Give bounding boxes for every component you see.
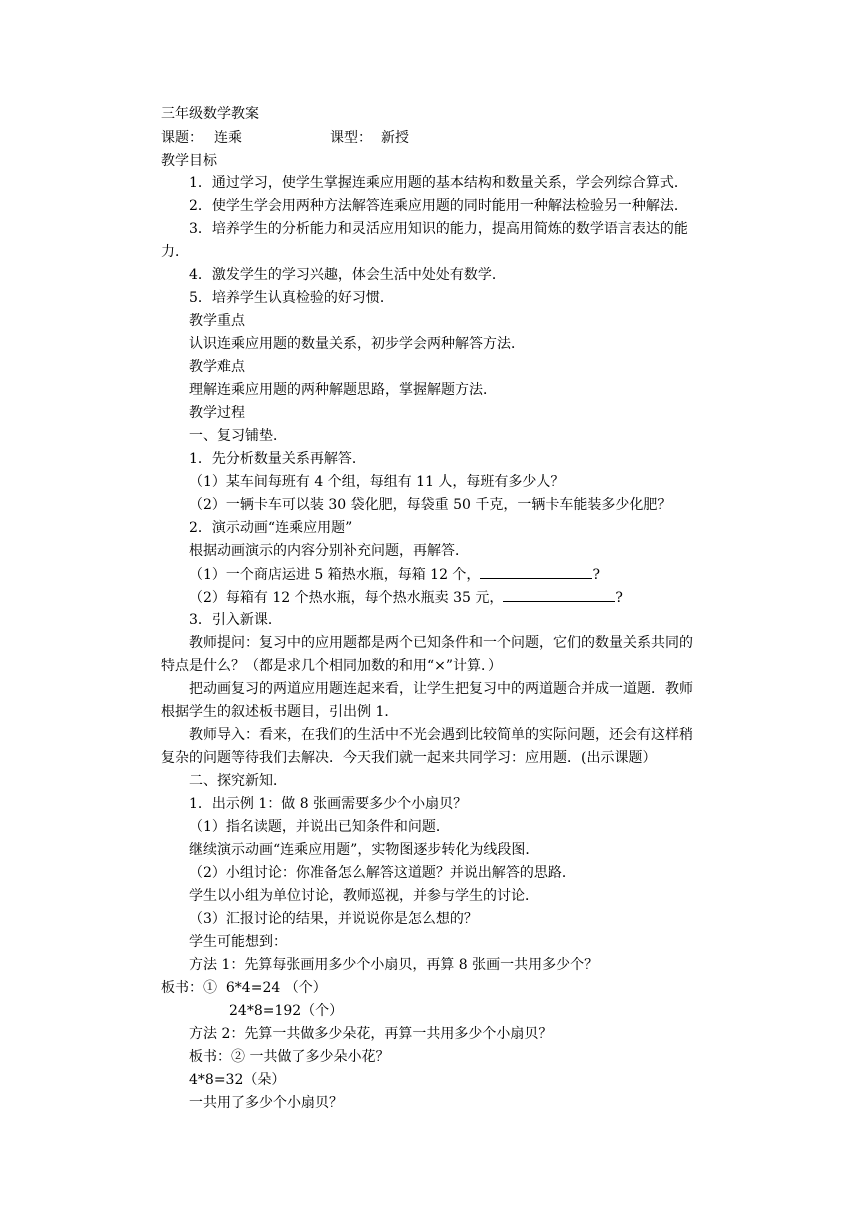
objective-item-continuation: 力． — [161, 244, 189, 260]
body-line: 一共用了多少个小扇贝？ — [189, 1095, 343, 1111]
fill-in-text: （2）每箱有 12 个热水瓶，每个热水瓶卖 35 元， — [189, 590, 504, 606]
fill-in-end: ? — [592, 567, 600, 583]
objectives-heading: 教学目标 — [161, 153, 217, 169]
topic-label: 课题： — [161, 130, 203, 146]
section-explore: 二、探究新知． — [189, 773, 287, 789]
body-line: 1．出示例 1：做 8 张画需要多少个小扇贝？ — [189, 796, 468, 812]
body-line: 方法 2：先算一共做多少朵花，再算一共用多少个小扇贝？ — [189, 1026, 553, 1042]
difficulty-heading: 教学难点 — [189, 359, 245, 375]
body-line: 特点是什么？（都是求几个相同加数的和用“×”计算．） — [161, 658, 503, 674]
body-line: 学生以小组为单位讨论，教师巡视，并参与学生的讨论． — [189, 888, 539, 904]
key-heading: 教学重点 — [189, 313, 245, 329]
fill-in-end: ? — [615, 590, 623, 606]
fill-in-question — [189, 564, 600, 585]
fill-in-text: （1）一个商店运进 5 箱热水瓶，每箱 12 个， — [189, 567, 481, 583]
board-writing: 4*8=32（朵） — [189, 1072, 286, 1088]
type-label: 课型： — [330, 130, 372, 146]
objective-item: 2．使学生学会用两种方法解答连乘应用题的同时能用一种解法检验另一种解法． — [189, 198, 688, 214]
body-line: 3．引入新课． — [189, 612, 282, 628]
board-writing: 24*8=192（个） — [229, 1003, 344, 1019]
type-value: 新授 — [381, 130, 409, 146]
body-line: 1．先分析数量关系再解答． — [189, 451, 366, 467]
body-line: 学生可能想到： — [189, 934, 287, 950]
key-text: 认识连乘应用题的数量关系，初步学会两种解答方法． — [189, 336, 525, 352]
topic-value: 连乘 — [214, 130, 242, 146]
body-line: （3）汇报讨论的结果，并说说你是怎么想的？ — [189, 911, 478, 927]
board-writing: 板书：① 6*4=24 （个） — [161, 980, 327, 996]
answer-blank — [503, 587, 615, 602]
body-line: 2．演示动画“连乘应用题” — [189, 520, 353, 536]
difficulty-text: 理解连乘应用题的两种解题思路，掌握解题方法． — [189, 382, 497, 398]
body-line: 根据动画演示的内容分别补充问题，再解答． — [189, 543, 469, 559]
body-line: （2）小组讨论：你准备怎么解答这道题？并说出解答的思路． — [189, 865, 576, 881]
body-line: 把动画复习的两道应用题连起来看，让学生把复习中的两道题合并成一道题．教师 — [189, 681, 693, 697]
body-line: 继续演示动画“连乘应用题”，实物图逐步转化为线段图． — [189, 842, 540, 858]
document-title: 三年级数学教案 — [161, 106, 259, 122]
body-line: 方法 1：先算每张画用多少个小扇贝，再算 8 张画一共用多少个？ — [189, 957, 599, 973]
body-line: （1）指名读题，并说出已知条件和问题． — [189, 819, 450, 835]
objective-item: 3．培养学生的分析能力和灵活应用知识的能力，提高用简炼的数学语言表达的能 — [189, 221, 688, 237]
fill-in-question — [189, 587, 623, 608]
answer-blank — [480, 564, 592, 579]
body-line: （2）一辆卡车可以装 30 袋化肥，每袋重 50 千克，一辆卡车能装多少化肥？ — [189, 497, 672, 513]
objective-item: 5．培养学生认真检验的好习惯． — [189, 290, 394, 306]
body-line: 复杂的问题等待我们去解决．今天我们就一起来共同学习：应用题．(出示课题） — [161, 750, 657, 766]
body-line: （1）某车间每班有 4 个组，每组有 11 人，每班有多少人？ — [189, 474, 565, 490]
body-line: 教师提问：复习中的应用题都是两个已知条件和一个问题，它们的数量关系共同的 — [189, 635, 693, 651]
section-review: 一、复习铺垫． — [189, 428, 287, 444]
objective-item: 4．激发学生的学习兴趣，体会生活中处处有数学． — [189, 267, 506, 283]
objective-item: 1．通过学习，使学生掌握连乘应用题的基本结构和数量关系，学会列综合算式． — [189, 175, 688, 191]
process-heading: 教学过程 — [189, 405, 245, 421]
body-line: 根据学生的叙述板书题目，引出例 1． — [161, 704, 399, 720]
body-line: 教师导入：看来，在我们的生活中不光会遇到比较简单的实际问题，还会有这样稍 — [189, 727, 693, 743]
board-writing: 板书：② 一共做了多少朵小花？ — [189, 1049, 390, 1065]
